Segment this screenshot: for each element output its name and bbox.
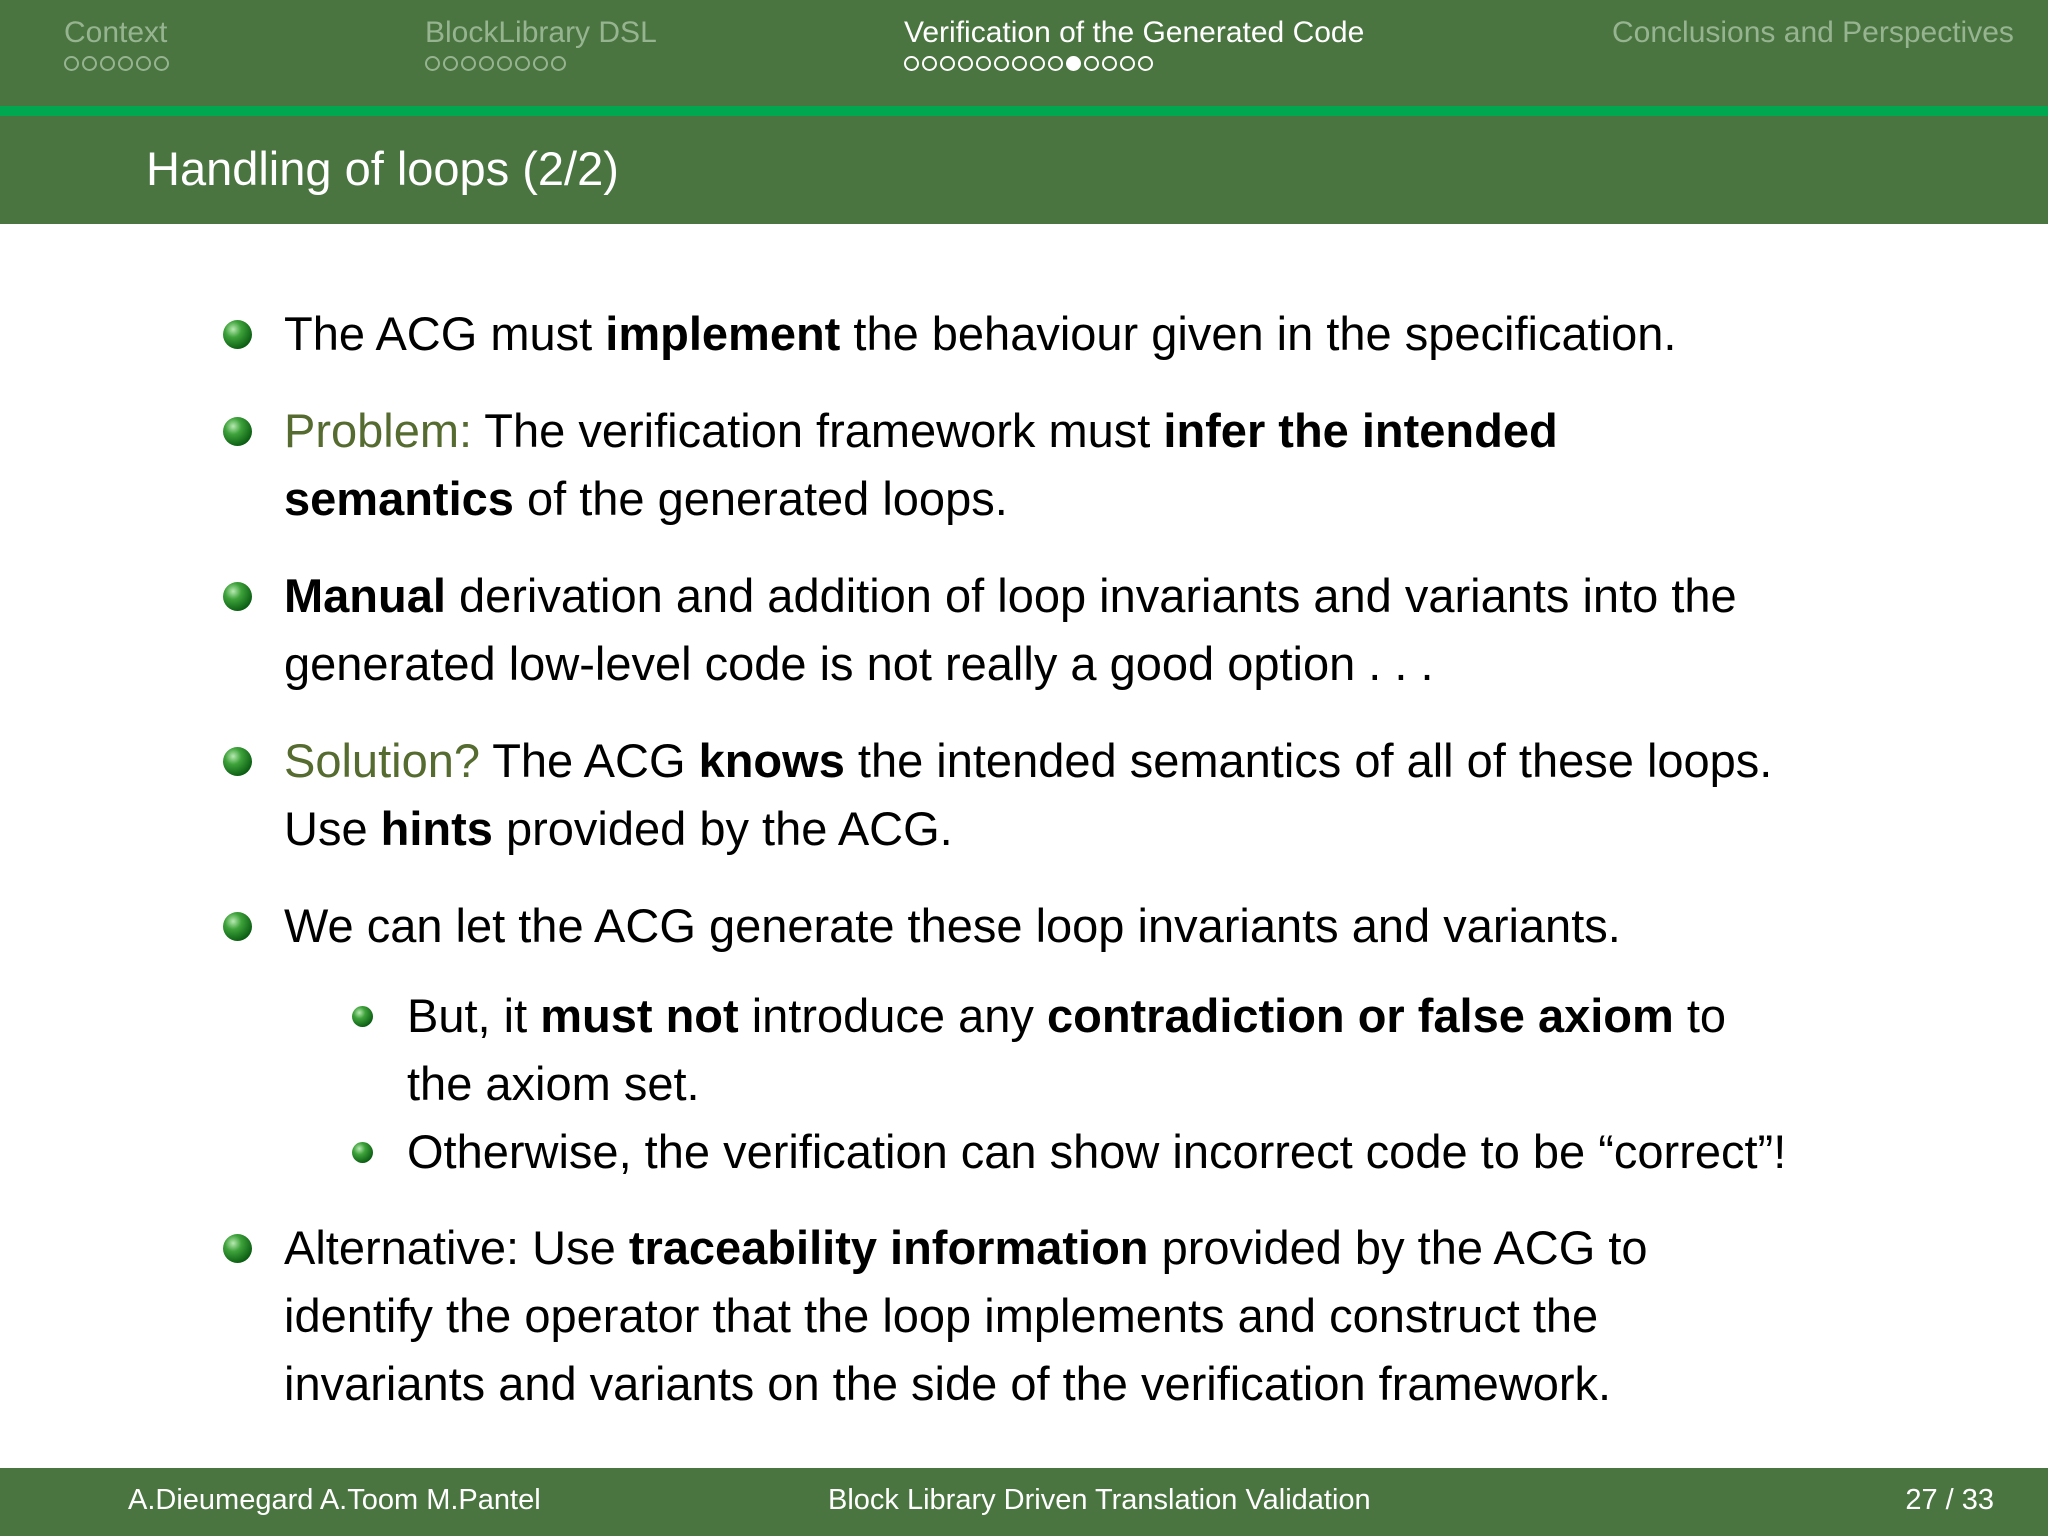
- bullet-item: The ACG must implement the behaviour given in the specification.: [284, 300, 1676, 368]
- nav-frame-dot[interactable]: [425, 56, 440, 71]
- footer-title: Block Library Driven Translation Validation: [828, 1484, 1371, 1516]
- nav-frame-dot[interactable]: [922, 56, 937, 71]
- nav-frame-dots: [64, 56, 169, 71]
- nav-frame-dot-current[interactable]: [1066, 56, 1081, 71]
- nav-frame-dot[interactable]: [1102, 56, 1117, 71]
- nav-frame-dot[interactable]: [1030, 56, 1045, 71]
- nav-section-conclusions[interactable]: [1612, 14, 2014, 56]
- nav-section-verification[interactable]: [904, 14, 1364, 71]
- green-ball-bullet-icon: [223, 747, 252, 776]
- nav-section-context[interactable]: [64, 14, 169, 71]
- header-separator: [0, 106, 2048, 116]
- nav-frame-dot[interactable]: [118, 56, 133, 71]
- nav-frame-dot[interactable]: [100, 56, 115, 71]
- green-ball-bullet-icon: [352, 1006, 373, 1027]
- green-ball-bullet-icon: [223, 320, 252, 349]
- nav-frame-dots: [904, 56, 1364, 71]
- green-ball-bullet-icon: [223, 417, 252, 446]
- nav-section-title[interactable]: BlockLibrary DSL: [425, 16, 657, 49]
- bullet-item: We can let the ACG generate these loop invariants and variants.: [284, 892, 1621, 960]
- green-ball-bullet-icon: [223, 1234, 252, 1263]
- frame-title-bar: [0, 116, 2048, 224]
- navigation-bar: [0, 0, 2048, 106]
- nav-section-title[interactable]: Conclusions and Perspectives: [1612, 16, 2014, 49]
- nav-frame-dot[interactable]: [994, 56, 1009, 71]
- nav-section-title[interactable]: Verification of the Generated Code: [904, 16, 1365, 49]
- green-ball-bullet-icon: [352, 1142, 373, 1163]
- bullet-item: Manual derivation and addition of loop invariants and variants into the generated low-level code is not really a good option . . .: [284, 562, 1737, 698]
- nav-frame-dot[interactable]: [443, 56, 458, 71]
- nav-frame-dot[interactable]: [940, 56, 955, 71]
- nav-frame-dot[interactable]: [515, 56, 530, 71]
- footer-page-number: 27 / 33: [1905, 1484, 1994, 1516]
- nav-frame-dot[interactable]: [154, 56, 169, 71]
- bullet-item: Alternative: Use traceability information provided by the ACG to identify the operator that the loop implements and construct the invariants and variants on the side of the verification framework.: [284, 1214, 1648, 1418]
- nav-frame-dot[interactable]: [976, 56, 991, 71]
- nav-frame-dot[interactable]: [479, 56, 494, 71]
- nav-section-title[interactable]: Context: [64, 16, 168, 49]
- nav-frame-dot[interactable]: [64, 56, 79, 71]
- nav-frame-dot[interactable]: [958, 56, 973, 71]
- nav-frame-dot[interactable]: [1138, 56, 1153, 71]
- nav-frame-dot[interactable]: [1120, 56, 1135, 71]
- nav-frame-dot[interactable]: [1048, 56, 1063, 71]
- nav-section-blocklibrary-dsl[interactable]: [425, 14, 657, 71]
- nav-frame-dot[interactable]: [497, 56, 512, 71]
- green-ball-bullet-icon: [223, 912, 252, 941]
- nav-frame-dot[interactable]: [82, 56, 97, 71]
- nav-frame-dot[interactable]: [136, 56, 151, 71]
- sub-bullet-item: But, it must not introduce any contradiction or false axiom to the axiom set.: [407, 982, 1726, 1118]
- green-ball-bullet-icon: [223, 582, 252, 611]
- nav-frame-dot[interactable]: [551, 56, 566, 71]
- frame-title: Handling of loops (2/2): [146, 142, 619, 195]
- nav-frame-dot[interactable]: [461, 56, 476, 71]
- nav-frame-dot[interactable]: [533, 56, 548, 71]
- sub-bullet-item: Otherwise, the verification can show incorrect code to be “correct”!: [407, 1118, 1786, 1186]
- bullet-item: Problem: The verification framework must infer the intended semantics of the generated loops.: [284, 397, 1558, 533]
- bullet-item: Solution? The ACG knows the intended semantics of all of these loops. Use hints provided by the ACG.: [284, 727, 1772, 863]
- nav-frame-dot[interactable]: [1084, 56, 1099, 71]
- nav-frame-dots: [425, 56, 657, 71]
- nav-frame-dot[interactable]: [904, 56, 919, 71]
- footer-authors: A.Dieumegard A.Toom M.Pantel: [128, 1484, 541, 1516]
- footer-bar: [0, 1468, 2048, 1536]
- nav-frame-dot[interactable]: [1012, 56, 1027, 71]
